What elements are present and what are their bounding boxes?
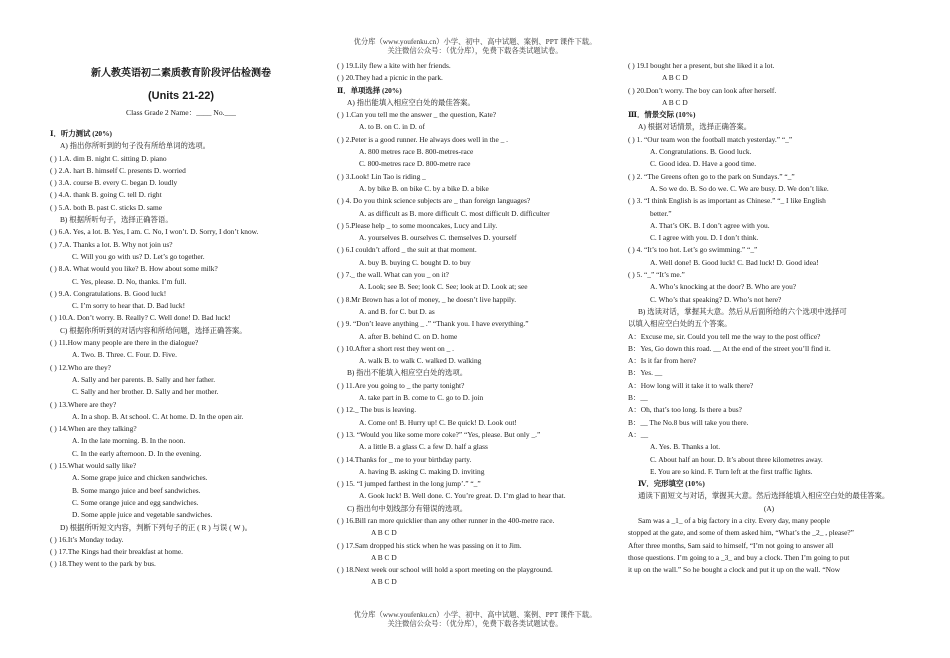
col1-line: ( ) 16.It’s Monday today. — [50, 534, 124, 544]
col3-line: 通读下面短文与对话，掌握其大意。然后选择能填入相应空白处的最佳答案。 — [638, 491, 890, 501]
col3-line: E. You are so kind. F. Turn left at the first traffic lights. — [650, 466, 813, 476]
col2-line: ( ) 14.Thanks for _ me to your birthday party. — [337, 454, 472, 464]
col3-line: it up on the wall.” So he bought a clock and put it up on the wall. “Now — [628, 565, 841, 575]
col2-line: B) 指出不能填入相应空白处的选项。 — [347, 368, 468, 378]
col3-line: B：Yes, Go down this road. __ At the end of the street you’ll find it. — [628, 343, 831, 353]
col2-line: ( ) 9. “Don’t leave anything _ .” “Thank you. I have everything.” — [337, 319, 529, 329]
col2-line: ( ) 2.Peter is a good runner. He always does well in the _ . — [337, 134, 508, 144]
col3-line: A. Yes. B. Thanks a lot. — [650, 442, 721, 452]
col3-line: C. Good idea. D. Have a good time. — [650, 159, 757, 169]
col1-line: ( ) 15.What would sally like? — [50, 461, 137, 471]
col3-line: A B C D — [662, 97, 688, 107]
col2-line: ( ) 19.Lily flew a kite with her friends. — [337, 61, 451, 70]
col2-line: ( ) 5.Please help _ to some mooncakes, Lucy and Lily. — [337, 220, 498, 230]
col3-line: A) 根据对话情景，选择正确答案。 — [638, 122, 752, 132]
col3-line: A B C D — [662, 73, 688, 83]
col1-line: ( ) 5.A. both B. past C. sticks D. same — [50, 202, 163, 212]
col2-line: A. buy B. buying C. bought D. to buy — [359, 257, 471, 267]
col2-line: A) 指出能填入相应空白处的最佳答案。 — [347, 97, 475, 107]
col2-line: ( ) 6.I couldn’t afford _ the suit at that moment. — [337, 245, 477, 255]
col1-line: D) 根据所听短文内容，判断下列句子的正 ( R ) 与误 ( W )。 — [60, 522, 253, 532]
col3-line: ( ) 4. “It’s too hot. Let’s go swimming.” “_” — [628, 245, 758, 255]
col1-line: ( ) 3.A. course B. every C. began D. loudly — [50, 178, 178, 188]
col1-line: B. Some mango juice and beef sandwiches. — [72, 485, 201, 495]
col3-line: ( ) 5. “_” “It’s me.” — [628, 270, 685, 280]
col1-line: C. In the early afternoon. D. In the evening. — [72, 448, 202, 458]
col3-line: B：__ The No.8 bus will take you there. — [628, 417, 749, 427]
col1-line: ( ) 7.A. Thanks a lot. B. Why not join us? — [50, 239, 173, 249]
col1-line: C. I’m sorry to hear that. D. Bad luck! — [72, 301, 186, 311]
col2-line: A. yourselves B. ourselves C. themselves D. yourself — [359, 233, 517, 243]
col3-line: A. Congratulations. B. Good luck. — [650, 147, 752, 157]
col2-line: A B C D — [371, 528, 397, 538]
col2-line: ( ) 12._ The bus is leaving. — [337, 405, 417, 415]
col2-line: C) 指出句中划线部分有错误的选项。 — [347, 503, 468, 513]
col3-line: A. Well done! B. Good luck! C. Bad luck! D. Good idea! — [650, 257, 819, 267]
col3-line: Ⅳ．完形填空 (10%) — [638, 479, 705, 489]
col3-line: Sam was a _1_ of a big factory in a city. Every day, many people — [638, 515, 830, 525]
col2-line: A. a little B. a glass C. a few D. half a glass — [359, 442, 488, 452]
col3-line: A：Oh, that’s too long. Is there a bus? — [628, 405, 742, 415]
col2-line: A. 800 metres race B. 800-metres-race — [359, 147, 474, 157]
col2-line: A. Come on! B. Hurry up! C. Be quick! D. Look out! — [359, 417, 517, 427]
col2-line: ( ) 3.Look! Lin Tao is riding _ — [337, 171, 426, 181]
col3-line: (A) — [763, 503, 775, 513]
col2-line: A. walk B. to walk C. walked D. walking — [359, 356, 482, 366]
col3-line: After three months, Sam said to himself, “I’m not going to answer all — [628, 540, 834, 550]
col2-line: ( ) 7._ the wall. What can you _ on it? — [337, 270, 449, 280]
col2-line: ( ) 16.Bill ran more quicklier than any other runner in the 400-metre race. — [337, 515, 555, 525]
col2-line: A. by bike B. on bike C. by a bike D. a bike — [359, 183, 489, 193]
page-footer — [300, 610, 650, 628]
col3-line: ( ) 3. “I think English is as important as Chinese.” “_ I like English — [628, 196, 826, 206]
col1-line: ( ) 17.The Kings had their breakfast at home. — [50, 547, 183, 557]
col3-line: ( ) 1. “Our team won the football match yesterday.” “_” — [628, 134, 793, 144]
col2-line: A. and B. for C. but D. as — [359, 306, 435, 316]
col3-line: A：How long will it take it to walk there? — [628, 380, 754, 390]
col1-line: A. Two. B. Three. C. Four. D. Five. — [72, 350, 177, 360]
col3-line: 以填入相应空白处的五个答案。 — [628, 319, 732, 329]
col2-line: A. Look; see B. See; look C. See; look at D. Look at; see — [359, 282, 528, 292]
col2-line: A. having B. asking C. making D. inviting — [359, 466, 485, 476]
col3-line: B) 选读对话，掌握其大意。然后从后面所给的六个选项中选择可 — [638, 306, 847, 316]
col1-line: ( ) 12.Who are they? — [50, 362, 111, 372]
col2-line: ( ) 1.Can you tell me the answer _ the question, Kate? — [337, 110, 497, 120]
col1-line: Ⅰ．听力测试 (20%) — [50, 129, 112, 138]
col3-line: A. Who’s knocking at the door? B. Who are you? — [650, 282, 797, 292]
col1-line: A. In a shop. B. At school. C. At home. D. In the open air. — [72, 411, 244, 421]
col1-line: ( ) 13.Where are they? — [50, 399, 117, 409]
col1-line: ( ) 10.A. Don’t worry. B. Really? C. Well done! D. Bad luck! — [50, 313, 231, 323]
col1-line: ( ) 2.A. hart B. himself C. presents D. worried — [50, 165, 186, 175]
col3-line: B：Yes. __ — [628, 368, 663, 378]
col1-line: C) 根据你所听到的对话内容和所给问题，选择正确答案。 — [60, 325, 247, 335]
col2-line: ( ) 15. “I jumped farthest in the long jump’.” “_” — [337, 479, 481, 489]
col2-line: ( ) 11.Are you going to _ the party tonight? — [337, 380, 465, 390]
col2-line: A B C D — [371, 577, 397, 587]
col3-line: C. I agree with you. D. I don’t think. — [650, 233, 759, 243]
col2-line: A. Gook luck! B. Well done. C. You’re great. D. I’m glad to hear that. — [359, 491, 566, 501]
col1-line: C. Some orange juice and egg sandwiches. — [72, 497, 199, 507]
col1-line: ( ) 1.A. dim B. night C. sitting D. piano — [50, 153, 167, 163]
col2-line: ( ) 18.Next week our school will hold a sport meeting on the playground. — [337, 565, 553, 575]
col3-line: A. That’s OK. B. I don’t agree with you. — [650, 220, 770, 230]
col3-line: ( ) 20.Don’t worry. The boy can look after herself. — [628, 85, 777, 95]
col2-line: A. after B. behind C. on D. home — [359, 331, 458, 341]
col2-line: ( ) 8.Mr Brown has a lot of money, _ he doesn’t live happily. — [337, 294, 517, 304]
col2-line: A. take part in B. come to C. go to D. join — [359, 393, 484, 403]
col1-line: A. Sally and her parents. B. Sally and her father. — [72, 374, 216, 384]
col3-line: B：__ — [628, 393, 648, 403]
col1-line: ( ) 11.How many people are there in the dialogue? — [50, 338, 199, 348]
col2-line: ( ) 10.After a short rest they went on _ . — [337, 343, 454, 353]
col1-line: C. Sally and her brother. D. Sally and her mother. — [72, 387, 219, 397]
col2-line: A B C D — [371, 552, 397, 562]
footer-line-1: 优分库（www.youfenku.cn）小学、初中、高中试题、案例、PPT 课件下载。 — [353, 610, 597, 619]
exam-units: (Units 21-22) — [147, 90, 215, 102]
col1-line: ( ) 6.A. Yes, a lot. B. Yes, I am. C. No, I won’t. D. Sorry, I don’t know. — [50, 227, 259, 237]
col2-line: ( ) 13. “Would you like some more coke?” “Yes, please. But only _.” — [337, 429, 541, 439]
col2-line: A. as difficult as B. more difficult C. most difficult D. difficulter — [359, 208, 550, 218]
col1-line: C. Will you go with us? D. Let’s go together. — [72, 251, 205, 261]
col2-line: A. to B. on C. in D. of — [359, 122, 425, 132]
col1-line: B) 根据所听句子，选择正确答语。 — [60, 215, 173, 225]
col3-line: those questions. I’m going to a _3_ and buy a clock. Then I’m going to put — [628, 552, 850, 562]
col3-line: C. About half an hour. D. It’s about three kilometres away. — [650, 454, 823, 464]
col2-line: C. 800-metres race D. 800-metre race — [359, 159, 471, 169]
column-left — [50, 62, 312, 571]
col3-line: ( ) 19.I bought her a present, but she liked it a lot. — [628, 61, 775, 70]
col1-line: A) 指出你所听到的句子没有所给单词的选项。 — [60, 141, 211, 151]
header-line-2: 关注微信公众号：（优分库），免费下载各类试题试卷。 — [387, 46, 563, 55]
header-line-1: 优分库（www.youfenku.cn）小学、初中、高中试题、案例、PPT 课件下载。 — [353, 37, 597, 46]
col3-line: A：Is it far from here? — [628, 356, 697, 366]
exam-title: 新人教英语初二素质教育阶段评估检测卷 — [91, 68, 271, 79]
col1-line: ( ) 18.They went to the park by bus. — [50, 559, 156, 569]
col2-line: Ⅱ．单项选择 (20%) — [337, 85, 402, 95]
page-header — [300, 37, 650, 55]
col3-line: C. Who’s that speaking? D. Who’s not here? — [650, 294, 782, 304]
col1-line: A. Some grape juice and chicken sandwiches. — [72, 473, 208, 483]
column-middle — [337, 60, 619, 589]
col3-line: ( ) 2. “The Greens often go to the park on Sundays.” “_” — [628, 171, 795, 181]
footer-line-2: 关注微信公众号：（优分库），免费下载各类试题试卷。 — [387, 619, 563, 628]
col3-line: better.” — [650, 208, 672, 218]
col1-line: A. In the late morning. B. In the noon. — [72, 436, 186, 446]
class-line: Class Grade 2 Name：____ No.___ — [126, 108, 236, 117]
col2-line: ( ) 20.They had a picnic in the park. — [337, 73, 443, 83]
col1-line: C. Yes, please. D. No, thanks. I’m full. — [72, 276, 187, 286]
col3-line: stopped at the gate, and some of them asked him, “What’s the _2_ , please?” — [628, 528, 854, 538]
col1-line: ( ) 8.A. What would you like? B. How about some milk? — [50, 264, 218, 274]
col1-line: D. Some apple juice and vegetable sandwiches. — [72, 510, 213, 520]
col2-line: ( ) 17.Sam dropped his stick when he was passing on it to Jim. — [337, 540, 522, 550]
col3-line: A：__ — [628, 429, 649, 439]
col1-line: ( ) 4.A. thank B. going C. tell D. right — [50, 190, 162, 200]
column-right — [628, 60, 910, 576]
col2-line: ( ) 4. Do you think science subjects are _ than foreign languages? — [337, 196, 531, 206]
col1-line: ( ) 14.When are they talking? — [50, 424, 137, 434]
col3-line: A. So we do. B. So do we. C. We are busy. D. We don’t like. — [650, 183, 829, 193]
col3-line: A：Excuse me, sir. Could you tell me the way to the post office? — [628, 331, 821, 341]
col1-line: ( ) 9.A. Congratulations. B. Good luck! — [50, 288, 167, 298]
col3-line: Ⅲ．情景交际 (10%) — [628, 110, 696, 120]
